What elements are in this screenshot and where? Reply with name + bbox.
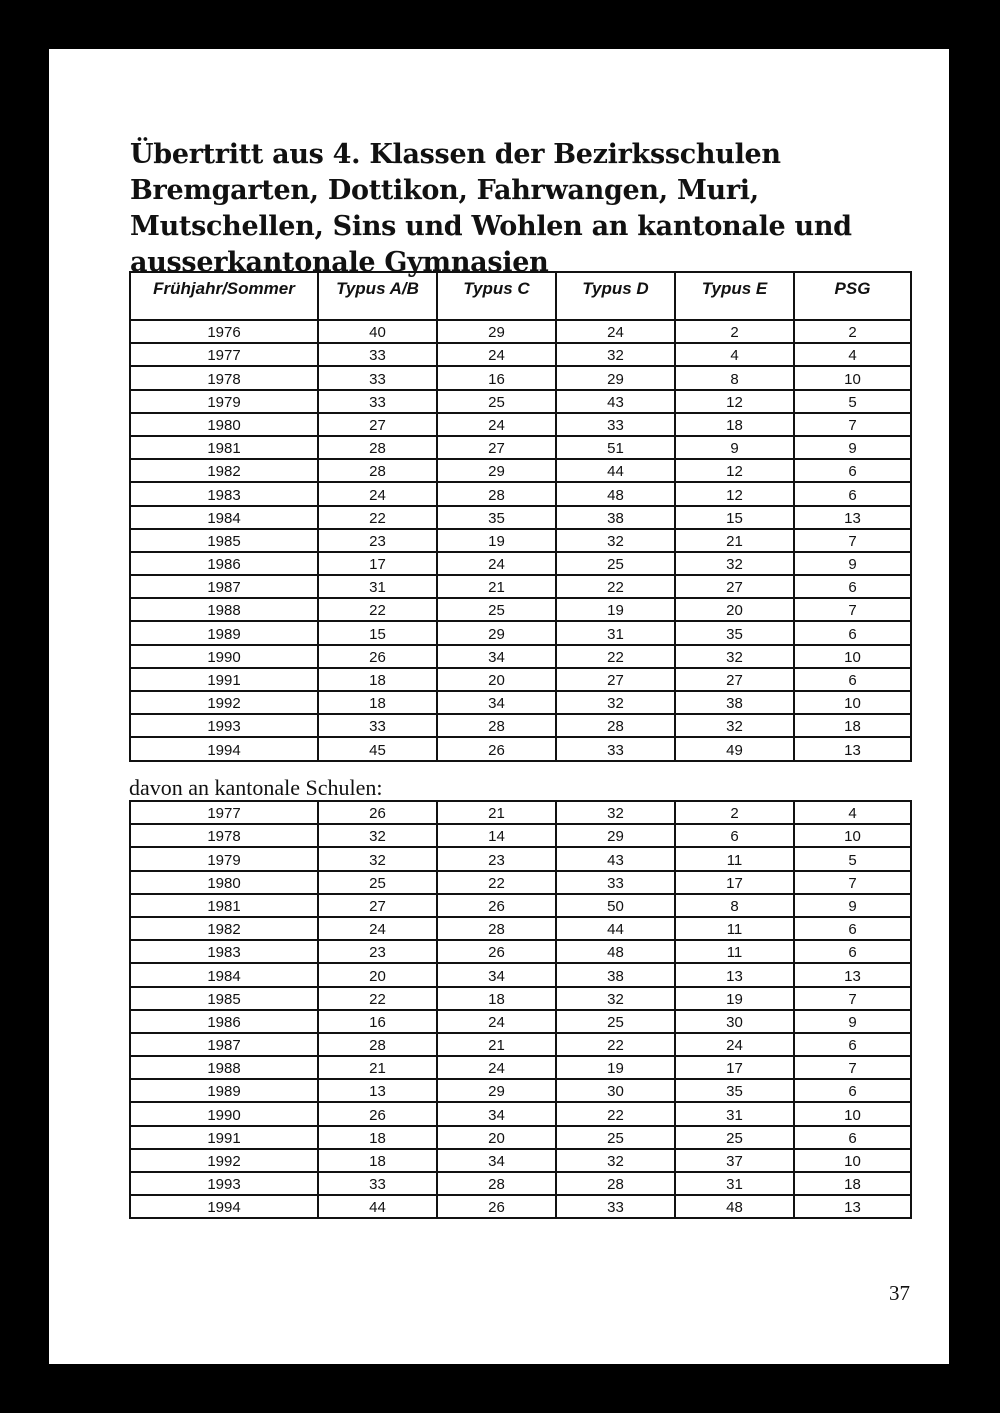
- value-cell: 24: [556, 320, 675, 343]
- value-cell: 26: [318, 645, 437, 668]
- value-cell: 19: [675, 987, 794, 1010]
- value-cell: 38: [556, 506, 675, 529]
- value-cell: 6: [794, 575, 911, 598]
- value-cell: 20: [437, 1126, 556, 1149]
- value-cell: 5: [794, 390, 911, 413]
- value-cell: 33: [318, 366, 437, 389]
- value-cell: 28: [437, 714, 556, 737]
- value-cell: 18: [437, 987, 556, 1010]
- value-cell: 31: [556, 621, 675, 644]
- value-cell: 8: [675, 366, 794, 389]
- value-cell: 24: [437, 552, 556, 575]
- value-cell: 21: [675, 529, 794, 552]
- value-cell: 11: [675, 940, 794, 963]
- value-cell: 33: [556, 1195, 675, 1218]
- value-cell: 28: [437, 1172, 556, 1195]
- page-title: Übertritt aus 4. Klassen der Bezirksschulen Bremgarten, Dottikon, Fahrwangen, Muri, Mutschellen, Sins und Wohlen an kantonale und ausserkantonale Gymnasien: [130, 139, 852, 278]
- table-row: [130, 940, 911, 963]
- year-cell: 1985: [130, 987, 318, 1010]
- table-row: [130, 668, 911, 691]
- year-cell: 1982: [130, 917, 318, 940]
- value-cell: 13: [318, 1079, 437, 1102]
- table-row: [130, 482, 911, 505]
- value-cell: 19: [556, 598, 675, 621]
- value-cell: 29: [556, 824, 675, 847]
- value-cell: 2: [675, 320, 794, 343]
- year-cell: 1990: [130, 645, 318, 668]
- value-cell: 23: [318, 529, 437, 552]
- table-row: [130, 1172, 911, 1195]
- table-row: [130, 847, 911, 870]
- value-cell: 25: [556, 1126, 675, 1149]
- value-cell: 30: [556, 1079, 675, 1102]
- value-cell: 32: [675, 645, 794, 668]
- year-cell: 1991: [130, 668, 318, 691]
- column-header: Typus C: [437, 272, 556, 320]
- value-cell: 33: [556, 737, 675, 760]
- value-cell: 9: [794, 552, 911, 575]
- year-cell: 1988: [130, 1056, 318, 1079]
- value-cell: 32: [556, 801, 675, 824]
- table-row: [130, 801, 911, 824]
- year-cell: 1979: [130, 847, 318, 870]
- value-cell: 34: [437, 645, 556, 668]
- value-cell: 29: [437, 1079, 556, 1102]
- value-cell: 8: [675, 894, 794, 917]
- value-cell: 25: [556, 1010, 675, 1033]
- table-row: [130, 824, 911, 847]
- value-cell: 24: [437, 1010, 556, 1033]
- value-cell: 25: [318, 871, 437, 894]
- year-cell: 1983: [130, 940, 318, 963]
- year-cell: 1984: [130, 506, 318, 529]
- year-cell: 1978: [130, 824, 318, 847]
- value-cell: 19: [437, 529, 556, 552]
- value-cell: 23: [318, 940, 437, 963]
- value-cell: 32: [556, 1149, 675, 1172]
- table-row: [130, 1079, 911, 1102]
- value-cell: 7: [794, 1056, 911, 1079]
- value-cell: 2: [675, 801, 794, 824]
- section-subtitle: davon an kantonale Schulen:: [129, 775, 383, 800]
- year-cell: 1977: [130, 801, 318, 824]
- value-cell: 6: [794, 1079, 911, 1102]
- table-row: [130, 691, 911, 714]
- table-row: [130, 552, 911, 575]
- value-cell: 35: [675, 621, 794, 644]
- value-cell: 24: [318, 482, 437, 505]
- value-cell: 31: [675, 1172, 794, 1195]
- column-header: Typus A/B: [318, 272, 437, 320]
- value-cell: 7: [794, 871, 911, 894]
- value-cell: 6: [794, 482, 911, 505]
- value-cell: 45: [318, 737, 437, 760]
- value-cell: 22: [318, 598, 437, 621]
- year-cell: 1992: [130, 1149, 318, 1172]
- value-cell: 33: [318, 1172, 437, 1195]
- value-cell: 32: [675, 714, 794, 737]
- year-cell: 1981: [130, 894, 318, 917]
- year-cell: 1994: [130, 737, 318, 760]
- table-cantonal-schools: [129, 800, 912, 1219]
- value-cell: 10: [794, 824, 911, 847]
- table-row: [130, 1033, 911, 1056]
- value-cell: 28: [556, 714, 675, 737]
- value-cell: 21: [437, 1033, 556, 1056]
- value-cell: 32: [318, 847, 437, 870]
- table-row: [130, 1149, 911, 1172]
- table-row: [130, 917, 911, 940]
- value-cell: 12: [675, 390, 794, 413]
- value-cell: 34: [437, 1149, 556, 1172]
- value-cell: 44: [556, 917, 675, 940]
- year-cell: 1982: [130, 459, 318, 482]
- value-cell: 10: [794, 1102, 911, 1125]
- value-cell: 32: [556, 987, 675, 1010]
- value-cell: 4: [794, 343, 911, 366]
- value-cell: 37: [675, 1149, 794, 1172]
- table-row: [130, 1126, 911, 1149]
- value-cell: 16: [318, 1010, 437, 1033]
- value-cell: 32: [556, 343, 675, 366]
- value-cell: 22: [318, 506, 437, 529]
- value-cell: 28: [318, 1033, 437, 1056]
- column-header: PSG: [794, 272, 911, 320]
- year-cell: 1977: [130, 343, 318, 366]
- value-cell: 40: [318, 320, 437, 343]
- value-cell: 20: [437, 668, 556, 691]
- value-cell: 38: [556, 963, 675, 986]
- value-cell: 9: [675, 436, 794, 459]
- table-row: [130, 1195, 911, 1218]
- value-cell: 4: [794, 801, 911, 824]
- value-cell: 27: [556, 668, 675, 691]
- value-cell: 6: [675, 824, 794, 847]
- value-cell: 6: [794, 940, 911, 963]
- table-row: [130, 366, 911, 389]
- document-page: [49, 49, 949, 1364]
- value-cell: 32: [556, 691, 675, 714]
- value-cell: 6: [794, 1126, 911, 1149]
- value-cell: 22: [556, 1033, 675, 1056]
- value-cell: 33: [556, 413, 675, 436]
- value-cell: 25: [437, 390, 556, 413]
- table-row: [130, 390, 911, 413]
- value-cell: 28: [437, 917, 556, 940]
- value-cell: 26: [437, 894, 556, 917]
- value-cell: 21: [318, 1056, 437, 1079]
- value-cell: 11: [675, 917, 794, 940]
- value-cell: 6: [794, 917, 911, 940]
- value-cell: 34: [437, 1102, 556, 1125]
- value-cell: 27: [437, 436, 556, 459]
- value-cell: 29: [437, 621, 556, 644]
- year-cell: 1984: [130, 963, 318, 986]
- table-row: [130, 737, 911, 760]
- table-row: [130, 343, 911, 366]
- table-row: [130, 871, 911, 894]
- table-row: [130, 506, 911, 529]
- value-cell: 19: [556, 1056, 675, 1079]
- value-cell: 31: [675, 1102, 794, 1125]
- value-cell: 48: [556, 940, 675, 963]
- table-header-row: [130, 272, 911, 320]
- value-cell: 13: [794, 963, 911, 986]
- value-cell: 27: [318, 413, 437, 436]
- year-cell: 1978: [130, 366, 318, 389]
- table-row: [130, 963, 911, 986]
- value-cell: 6: [794, 668, 911, 691]
- value-cell: 44: [556, 459, 675, 482]
- value-cell: 25: [437, 598, 556, 621]
- value-cell: 22: [437, 871, 556, 894]
- table-row: [130, 645, 911, 668]
- table-row: [130, 459, 911, 482]
- value-cell: 26: [437, 737, 556, 760]
- value-cell: 7: [794, 987, 911, 1010]
- table-row: [130, 894, 911, 917]
- value-cell: 24: [318, 917, 437, 940]
- value-cell: 26: [437, 940, 556, 963]
- value-cell: 18: [675, 413, 794, 436]
- value-cell: 10: [794, 1149, 911, 1172]
- value-cell: 17: [318, 552, 437, 575]
- year-cell: 1987: [130, 1033, 318, 1056]
- value-cell: 10: [794, 645, 911, 668]
- table-all-schools: [129, 271, 912, 762]
- value-cell: 48: [675, 1195, 794, 1218]
- value-cell: 48: [556, 482, 675, 505]
- value-cell: 43: [556, 390, 675, 413]
- year-cell: 1976: [130, 320, 318, 343]
- year-cell: 1989: [130, 621, 318, 644]
- value-cell: 20: [675, 598, 794, 621]
- table-row: [130, 621, 911, 644]
- value-cell: 15: [318, 621, 437, 644]
- value-cell: 7: [794, 413, 911, 436]
- year-cell: 1980: [130, 871, 318, 894]
- value-cell: 17: [675, 871, 794, 894]
- value-cell: 2: [794, 320, 911, 343]
- value-cell: 33: [556, 871, 675, 894]
- year-cell: 1988: [130, 598, 318, 621]
- value-cell: 10: [794, 691, 911, 714]
- value-cell: 14: [437, 824, 556, 847]
- year-cell: 1992: [130, 691, 318, 714]
- year-cell: 1994: [130, 1195, 318, 1218]
- value-cell: 25: [556, 552, 675, 575]
- value-cell: 28: [318, 436, 437, 459]
- value-cell: 9: [794, 1010, 911, 1033]
- value-cell: 7: [794, 529, 911, 552]
- value-cell: 38: [675, 691, 794, 714]
- year-cell: 1986: [130, 552, 318, 575]
- value-cell: 6: [794, 459, 911, 482]
- table-row: [130, 598, 911, 621]
- value-cell: 20: [318, 963, 437, 986]
- table-row: [130, 987, 911, 1010]
- table-row: [130, 320, 911, 343]
- value-cell: 33: [318, 390, 437, 413]
- year-cell: 1983: [130, 482, 318, 505]
- value-cell: 18: [794, 1172, 911, 1195]
- value-cell: 31: [318, 575, 437, 598]
- value-cell: 18: [318, 1149, 437, 1172]
- value-cell: 34: [437, 691, 556, 714]
- value-cell: 6: [794, 621, 911, 644]
- value-cell: 27: [318, 894, 437, 917]
- value-cell: 15: [675, 506, 794, 529]
- year-cell: 1986: [130, 1010, 318, 1033]
- table-row: [130, 529, 911, 552]
- value-cell: 35: [675, 1079, 794, 1102]
- value-cell: 13: [794, 506, 911, 529]
- value-cell: 29: [556, 366, 675, 389]
- value-cell: 32: [675, 552, 794, 575]
- value-cell: 22: [556, 1102, 675, 1125]
- value-cell: 32: [556, 529, 675, 552]
- value-cell: 13: [675, 963, 794, 986]
- value-cell: 51: [556, 436, 675, 459]
- value-cell: 18: [318, 691, 437, 714]
- value-cell: 23: [437, 847, 556, 870]
- value-cell: 11: [675, 847, 794, 870]
- value-cell: 28: [437, 482, 556, 505]
- value-cell: 24: [437, 413, 556, 436]
- value-cell: 22: [318, 987, 437, 1010]
- column-header: Typus D: [556, 272, 675, 320]
- value-cell: 44: [318, 1195, 437, 1218]
- page-number: 37: [889, 1281, 910, 1305]
- value-cell: 10: [794, 366, 911, 389]
- value-cell: 13: [794, 737, 911, 760]
- year-cell: 1993: [130, 714, 318, 737]
- value-cell: 16: [437, 366, 556, 389]
- value-cell: 21: [437, 801, 556, 824]
- value-cell: 9: [794, 436, 911, 459]
- year-cell: 1981: [130, 436, 318, 459]
- value-cell: 28: [318, 459, 437, 482]
- value-cell: 43: [556, 847, 675, 870]
- value-cell: 35: [437, 506, 556, 529]
- value-cell: 26: [437, 1195, 556, 1218]
- value-cell: 27: [675, 575, 794, 598]
- value-cell: 18: [318, 668, 437, 691]
- value-cell: 29: [437, 459, 556, 482]
- value-cell: 6: [794, 1033, 911, 1056]
- year-cell: 1993: [130, 1172, 318, 1195]
- table-row: [130, 436, 911, 459]
- value-cell: 12: [675, 459, 794, 482]
- value-cell: 34: [437, 963, 556, 986]
- year-cell: 1980: [130, 413, 318, 436]
- value-cell: 26: [318, 1102, 437, 1125]
- value-cell: 13: [794, 1195, 911, 1218]
- year-cell: 1990: [130, 1102, 318, 1125]
- year-cell: 1991: [130, 1126, 318, 1149]
- column-header: Typus E: [675, 272, 794, 320]
- value-cell: 18: [318, 1126, 437, 1149]
- value-cell: 7: [794, 598, 911, 621]
- value-cell: 24: [675, 1033, 794, 1056]
- table-row: [130, 1102, 911, 1125]
- value-cell: 22: [556, 645, 675, 668]
- value-cell: 17: [675, 1056, 794, 1079]
- value-cell: 50: [556, 894, 675, 917]
- value-cell: 33: [318, 343, 437, 366]
- year-cell: 1979: [130, 390, 318, 413]
- table-row: [130, 1056, 911, 1079]
- year-cell: 1985: [130, 529, 318, 552]
- year-cell: 1989: [130, 1079, 318, 1102]
- value-cell: 30: [675, 1010, 794, 1033]
- value-cell: 21: [437, 575, 556, 598]
- value-cell: 29: [437, 320, 556, 343]
- value-cell: 22: [556, 575, 675, 598]
- table-row: [130, 575, 911, 598]
- value-cell: 25: [675, 1126, 794, 1149]
- value-cell: 18: [794, 714, 911, 737]
- value-cell: 9: [794, 894, 911, 917]
- value-cell: 27: [675, 668, 794, 691]
- value-cell: 24: [437, 1056, 556, 1079]
- table-row: [130, 1010, 911, 1033]
- table-row: [130, 413, 911, 436]
- value-cell: 5: [794, 847, 911, 870]
- value-cell: 32: [318, 824, 437, 847]
- value-cell: 4: [675, 343, 794, 366]
- table-row: [130, 714, 911, 737]
- value-cell: 49: [675, 737, 794, 760]
- column-header: Frühjahr/Sommer: [130, 272, 318, 320]
- value-cell: 12: [675, 482, 794, 505]
- year-cell: 1987: [130, 575, 318, 598]
- value-cell: 26: [318, 801, 437, 824]
- value-cell: 28: [556, 1172, 675, 1195]
- value-cell: 24: [437, 343, 556, 366]
- value-cell: 33: [318, 714, 437, 737]
